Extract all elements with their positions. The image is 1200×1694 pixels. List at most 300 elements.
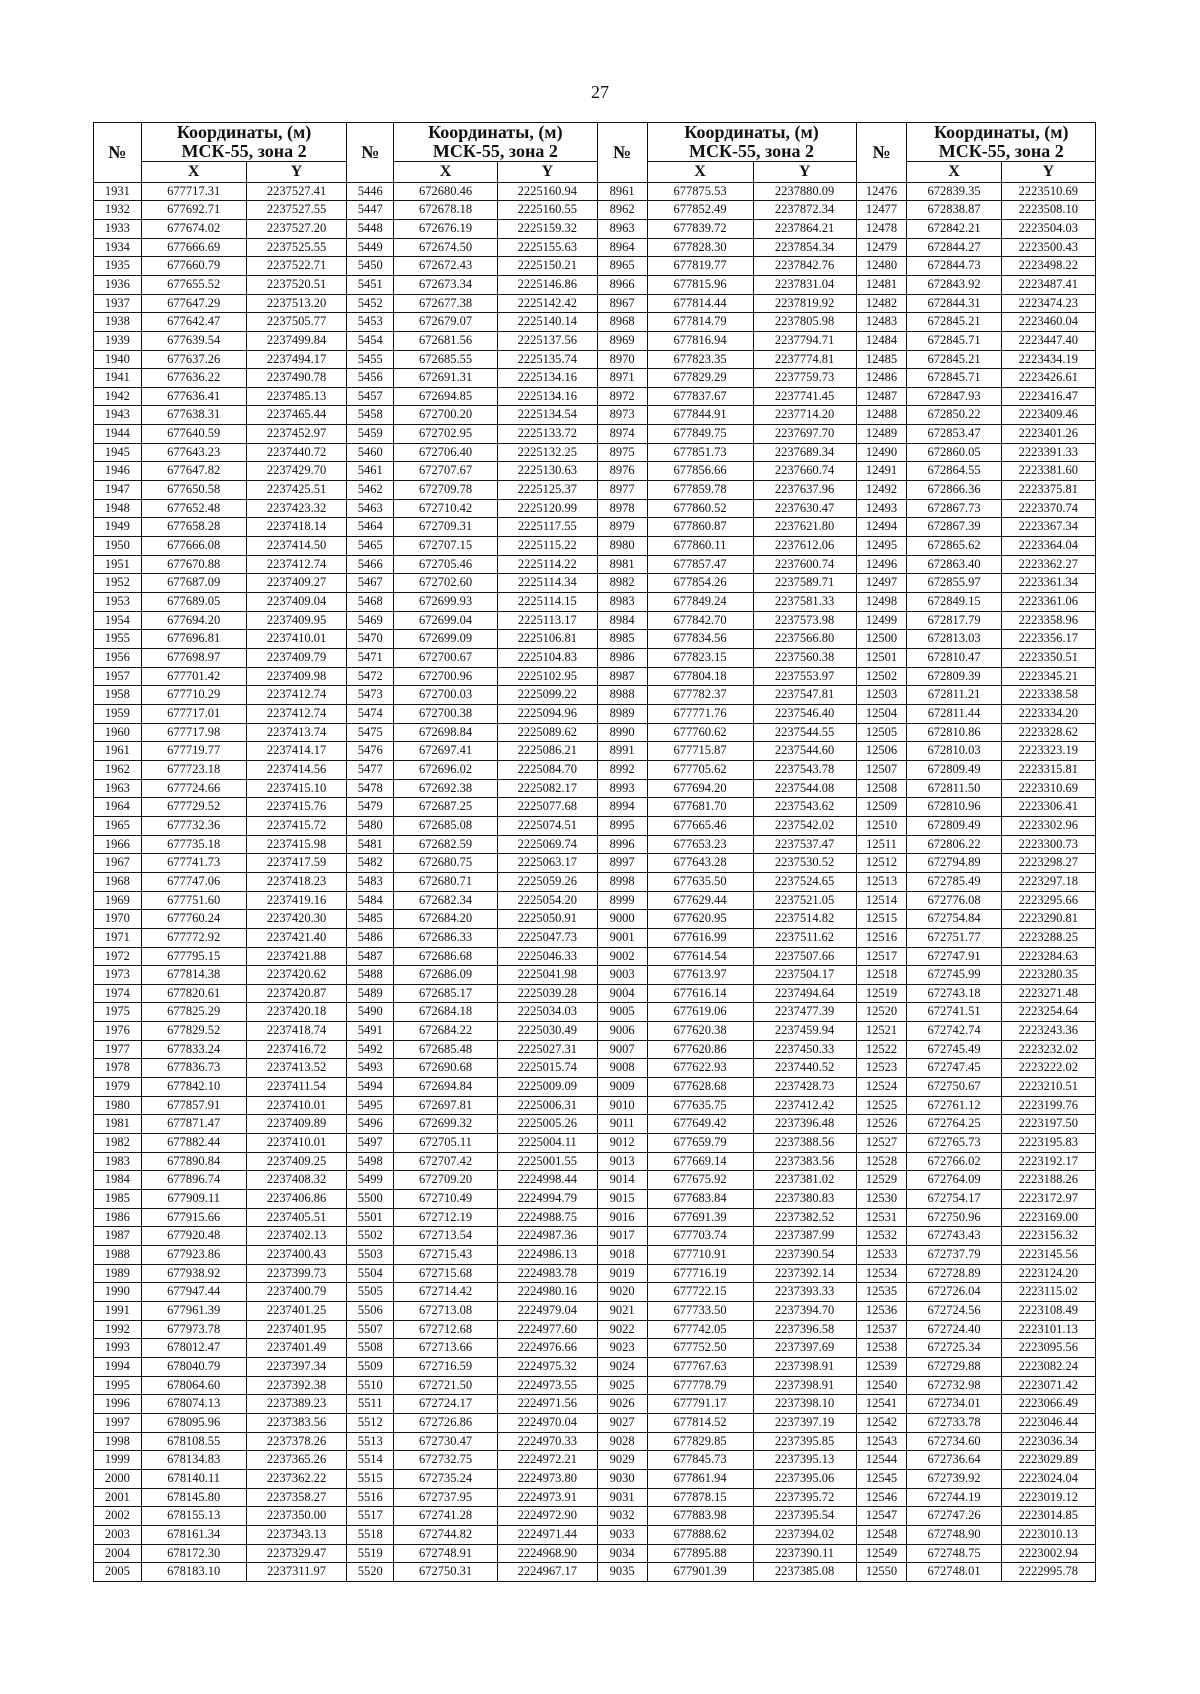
- table-row: [94, 313, 1096, 332]
- y-coordinate-cell: 2225063.17: [498, 854, 598, 873]
- table-row: [94, 406, 1096, 425]
- coords-header: [907, 123, 1096, 162]
- point-number-cell: 9015: [597, 1190, 647, 1209]
- x-coordinate-cell: 672724.17: [394, 1395, 498, 1414]
- y-coordinate-cell: 2237358.27: [246, 1488, 347, 1507]
- x-coordinate-cell: 672849.15: [907, 593, 1001, 612]
- point-number-cell: 5453: [347, 313, 394, 332]
- y-coordinate-cell: 2225106.81: [498, 630, 598, 649]
- x-coordinate-cell: 672707.15: [394, 537, 498, 556]
- y-coordinate-cell: 2237544.55: [753, 723, 856, 742]
- table-row: [94, 1376, 1096, 1395]
- x-coordinate-cell: 677760.24: [141, 910, 246, 929]
- point-number-cell: 9013: [597, 1152, 647, 1171]
- point-number-cell: 1951: [94, 555, 142, 574]
- table-row: [94, 201, 1096, 220]
- x-coordinate-cell: 677741.73: [141, 854, 246, 873]
- x-coordinate-cell: 677694.20: [647, 779, 753, 798]
- x-coordinate-cell: 672705.46: [394, 555, 498, 574]
- x-coordinate-cell: 677719.77: [141, 742, 246, 761]
- point-number-cell: 12513: [856, 872, 907, 891]
- coords-header: [647, 123, 856, 162]
- y-coordinate-cell: 2225130.63: [498, 462, 598, 481]
- x-coordinate-cell: 677829.29: [647, 369, 753, 388]
- x-coordinate-cell: 677689.05: [141, 593, 246, 612]
- point-number-cell: 1971: [94, 928, 142, 947]
- point-number-cell: 1980: [94, 1096, 142, 1115]
- x-coordinate-cell: 672685.55: [394, 350, 498, 369]
- point-number-cell: 12478: [856, 219, 907, 238]
- y-coordinate-cell: 2237499.84: [246, 331, 347, 350]
- point-number-cell: 12538: [856, 1339, 907, 1358]
- y-coordinate-cell: 2223284.63: [1001, 947, 1095, 966]
- y-coordinate-cell: 2237774.81: [753, 350, 856, 369]
- point-number-cell: 2001: [94, 1488, 142, 1507]
- point-number-cell: 8984: [597, 611, 647, 630]
- table-row: [94, 1059, 1096, 1078]
- point-number-cell: 12480: [856, 257, 907, 276]
- y-coordinate-cell: 2223381.60: [1001, 462, 1095, 481]
- y-coordinate-cell: 2223306.41: [1001, 798, 1095, 817]
- x-coordinate-cell: 677896.74: [141, 1171, 246, 1190]
- x-coordinate-cell: 677658.28: [141, 518, 246, 537]
- y-coordinate-cell: 2237397.34: [246, 1357, 347, 1376]
- y-coordinate-cell: 2237465.44: [246, 406, 347, 425]
- x-coordinate-cell: 677860.52: [647, 499, 753, 518]
- point-number-cell: 1998: [94, 1432, 142, 1451]
- point-number-cell: 5459: [347, 425, 394, 444]
- point-number-cell: 1985: [94, 1190, 142, 1209]
- x-coordinate-cell: 677901.39: [647, 1563, 753, 1582]
- point-number-cell: 5472: [347, 667, 394, 686]
- coords-header: [394, 123, 598, 162]
- x-coordinate-cell: 677681.70: [647, 798, 753, 817]
- x-coordinate-cell: 672677.38: [394, 294, 498, 313]
- point-number-cell: 12529: [856, 1171, 907, 1190]
- y-coordinate-cell: 2223510.69: [1001, 182, 1095, 201]
- coordinates-table: [93, 122, 1096, 1582]
- y-coordinate-cell: 2237543.62: [753, 798, 856, 817]
- coords-header-line1: Координаты, (м): [176, 122, 312, 142]
- x-coordinate-cell: 677760.62: [647, 723, 753, 742]
- x-coordinate-cell: 677729.52: [141, 798, 246, 817]
- table-row: [94, 1022, 1096, 1041]
- x-coordinate-cell: 672847.93: [907, 387, 1001, 406]
- x-coordinate-cell: 672844.31: [907, 294, 1001, 313]
- y-coordinate-cell: 2225094.96: [498, 704, 598, 723]
- x-coordinate-cell: 672690.68: [394, 1059, 498, 1078]
- y-coordinate-cell: 2237383.56: [753, 1152, 856, 1171]
- point-number-cell: 5447: [347, 201, 394, 220]
- y-coordinate-cell: 2237405.51: [246, 1208, 347, 1227]
- table-row: [94, 555, 1096, 574]
- point-number-cell: 5477: [347, 760, 394, 779]
- point-number-cell: 5473: [347, 686, 394, 705]
- y-coordinate-cell: 2237573.98: [753, 611, 856, 630]
- table-row: [94, 742, 1096, 761]
- x-coordinate-cell: 672761.12: [907, 1096, 1001, 1115]
- y-coordinate-cell: 2224968.90: [498, 1544, 598, 1563]
- y-coordinate-cell: 2225086.21: [498, 742, 598, 761]
- x-coordinate-cell: 672735.24: [394, 1469, 498, 1488]
- y-coordinate-cell: 2237418.23: [246, 872, 347, 891]
- y-coordinate-cell: 2237524.65: [753, 872, 856, 891]
- y-coordinate-cell: 2223295.66: [1001, 891, 1095, 910]
- y-coordinate-cell: 2223108.49: [1001, 1301, 1095, 1320]
- y-coordinate-cell: 2225089.62: [498, 723, 598, 742]
- x-coordinate-cell: 672702.95: [394, 425, 498, 444]
- point-number-cell: 12533: [856, 1246, 907, 1265]
- table-row: [94, 686, 1096, 705]
- x-coordinate-cell: 677772.92: [141, 928, 246, 947]
- x-coordinate-cell: 677703.74: [647, 1227, 753, 1246]
- y-coordinate-cell: 2237409.98: [246, 667, 347, 686]
- y-coordinate-cell: 2237421.88: [246, 947, 347, 966]
- point-number-cell: 12512: [856, 854, 907, 873]
- y-coordinate-cell: 2237420.18: [246, 1003, 347, 1022]
- point-number-cell: 12491: [856, 462, 907, 481]
- y-coordinate-cell: 2237329.47: [246, 1544, 347, 1563]
- table-row: [94, 1171, 1096, 1190]
- y-coordinate-cell: 2237409.04: [246, 593, 347, 612]
- point-number-cell: 1995: [94, 1376, 142, 1395]
- y-coordinate-cell: 2224972.90: [498, 1507, 598, 1526]
- x-coordinate-cell: 677742.05: [647, 1320, 753, 1339]
- y-coordinate-cell: 2224987.36: [498, 1227, 598, 1246]
- x-coordinate-cell: 677888.62: [647, 1525, 753, 1544]
- y-coordinate-cell: 2225004.11: [498, 1134, 598, 1153]
- y-coordinate-cell: 2223401.26: [1001, 425, 1095, 444]
- y-coordinate-cell: 2237505.77: [246, 313, 347, 332]
- y-coordinate-cell: 2225069.74: [498, 835, 598, 854]
- x-coordinate-cell: 677733.50: [647, 1301, 753, 1320]
- x-coordinate-cell: 677973.78: [141, 1320, 246, 1339]
- point-number-cell: 12485: [856, 350, 907, 369]
- point-number-cell: 12500: [856, 630, 907, 649]
- point-number-cell: 5510: [347, 1376, 394, 1395]
- y-coordinate-cell: 2223375.81: [1001, 481, 1095, 500]
- y-coordinate-cell: 2225140.14: [498, 313, 598, 332]
- x-coordinate-cell: 677717.01: [141, 704, 246, 723]
- y-coordinate-cell: 2237412.74: [246, 686, 347, 705]
- point-number-cell: 5479: [347, 798, 394, 817]
- x-coordinate-cell: 677814.52: [647, 1413, 753, 1432]
- table-row: [94, 443, 1096, 462]
- point-number-cell: 5518: [347, 1525, 394, 1544]
- y-coordinate-cell: 2237380.83: [753, 1190, 856, 1209]
- point-number-cell: 1957: [94, 667, 142, 686]
- point-number-cell: 12545: [856, 1469, 907, 1488]
- x-coordinate-cell: 677723.18: [141, 760, 246, 779]
- x-coordinate-cell: 672733.78: [907, 1413, 1001, 1432]
- point-number-cell: 1983: [94, 1152, 142, 1171]
- y-coordinate-cell: 2237428.73: [753, 1078, 856, 1097]
- x-coordinate-cell: 677649.42: [647, 1115, 753, 1134]
- header-row-titles: [94, 123, 1096, 162]
- y-coordinate-cell: 2225160.55: [498, 201, 598, 220]
- table-row: [94, 1413, 1096, 1432]
- y-coordinate-cell: 2223416.47: [1001, 387, 1095, 406]
- point-number-cell: 12484: [856, 331, 907, 350]
- x-coordinate-cell: 677669.14: [647, 1152, 753, 1171]
- point-number-cell: 8975: [597, 443, 647, 462]
- point-number-cell: 5465: [347, 537, 394, 556]
- x-header: X: [394, 162, 498, 182]
- point-number-cell: 12505: [856, 723, 907, 742]
- table-row: [94, 499, 1096, 518]
- point-number-cell: 5489: [347, 984, 394, 1003]
- x-coordinate-cell: 672679.07: [394, 313, 498, 332]
- point-number-cell: 1994: [94, 1357, 142, 1376]
- y-coordinate-cell: 2237494.17: [246, 350, 347, 369]
- x-coordinate-cell: 677860.11: [647, 537, 753, 556]
- point-number-cell: 12499: [856, 611, 907, 630]
- table-row: [94, 816, 1096, 835]
- point-number-cell: 5475: [347, 723, 394, 742]
- x-coordinate-cell: 672751.77: [907, 928, 1001, 947]
- y-coordinate-cell: 2237385.08: [753, 1563, 856, 1582]
- x-coordinate-cell: 677829.85: [647, 1432, 753, 1451]
- point-number-cell: 1958: [94, 686, 142, 705]
- x-coordinate-cell: 677616.14: [647, 984, 753, 1003]
- y-coordinate-cell: 2225054.20: [498, 891, 598, 910]
- x-coordinate-cell: 677614.54: [647, 947, 753, 966]
- point-number-cell: 12494: [856, 518, 907, 537]
- x-coordinate-cell: 677842.10: [141, 1078, 246, 1097]
- x-coordinate-cell: 678161.34: [141, 1525, 246, 1544]
- y-coordinate-cell: 2237418.14: [246, 518, 347, 537]
- point-number-cell: 9011: [597, 1115, 647, 1134]
- point-number-cell: 9035: [597, 1563, 647, 1582]
- y-coordinate-cell: 2237412.42: [753, 1096, 856, 1115]
- point-number-cell: 5478: [347, 779, 394, 798]
- point-number-cell: 8985: [597, 630, 647, 649]
- point-number-cell: 1973: [94, 966, 142, 985]
- point-number-cell: 1968: [94, 872, 142, 891]
- x-coordinate-cell: 672806.22: [907, 835, 1001, 854]
- y-coordinate-cell: 2223271.48: [1001, 984, 1095, 1003]
- point-number-cell: 1938: [94, 313, 142, 332]
- table-row: [94, 593, 1096, 612]
- point-number-cell: 8964: [597, 238, 647, 257]
- x-coordinate-cell: 677833.24: [141, 1040, 246, 1059]
- x-coordinate-cell: 672713.54: [394, 1227, 498, 1246]
- y-coordinate-cell: 2237311.97: [246, 1563, 347, 1582]
- point-number-cell: 1948: [94, 499, 142, 518]
- x-coordinate-cell: 677842.70: [647, 611, 753, 630]
- y-coordinate-cell: 2223115.02: [1001, 1283, 1095, 1302]
- point-number-cell: 12502: [856, 667, 907, 686]
- table-row: [94, 1152, 1096, 1171]
- x-header: X: [647, 162, 753, 182]
- table-row: [94, 1451, 1096, 1470]
- y-coordinate-cell: 2237389.23: [246, 1395, 347, 1414]
- y-coordinate-cell: 2223124.20: [1001, 1264, 1095, 1283]
- x-coordinate-cell: 677747.06: [141, 872, 246, 891]
- table-row: [94, 1246, 1096, 1265]
- y-coordinate-cell: 2223367.34: [1001, 518, 1095, 537]
- x-coordinate-cell: 672721.50: [394, 1376, 498, 1395]
- y-coordinate-cell: 2223500.43: [1001, 238, 1095, 257]
- y-coordinate-cell: 2224979.04: [498, 1301, 598, 1320]
- table-row: [94, 630, 1096, 649]
- point-number-cell: 12477: [856, 201, 907, 220]
- y-coordinate-cell: 2237392.38: [246, 1376, 347, 1395]
- y-coordinate-cell: 2237400.43: [246, 1246, 347, 1265]
- point-number-cell: 8979: [597, 518, 647, 537]
- x-coordinate-cell: 677856.66: [647, 462, 753, 481]
- y-coordinate-cell: 2223095.56: [1001, 1339, 1095, 1358]
- point-number-cell: 12548: [856, 1525, 907, 1544]
- y-coordinate-cell: 2225104.83: [498, 649, 598, 668]
- y-coordinate-cell: 2237423.32: [246, 499, 347, 518]
- table-row: [94, 1208, 1096, 1227]
- y-coordinate-cell: 2223361.06: [1001, 593, 1095, 612]
- x-coordinate-cell: 677778.79: [647, 1376, 753, 1395]
- table-row: [94, 1283, 1096, 1302]
- point-number-cell: 9025: [597, 1376, 647, 1395]
- point-number-cell: 12493: [856, 499, 907, 518]
- point-number-cell: 5456: [347, 369, 394, 388]
- point-number-cell: 5446: [347, 182, 394, 201]
- point-number-cell: 9030: [597, 1469, 647, 1488]
- y-coordinate-cell: 2223460.04: [1001, 313, 1095, 332]
- table-row: [94, 872, 1096, 891]
- point-number-cell: 12492: [856, 481, 907, 500]
- y-coordinate-cell: 2237412.74: [246, 555, 347, 574]
- table-row: [94, 1227, 1096, 1246]
- x-coordinate-cell: 672681.56: [394, 331, 498, 350]
- y-coordinate-cell: 2223029.89: [1001, 1451, 1095, 1470]
- point-number-cell: 1952: [94, 574, 142, 593]
- x-coordinate-cell: 677691.39: [647, 1208, 753, 1227]
- x-coordinate-cell: 677622.93: [647, 1059, 753, 1078]
- y-coordinate-cell: 2237365.26: [246, 1451, 347, 1470]
- x-coordinate-cell: 672715.68: [394, 1264, 498, 1283]
- x-coordinate-cell: 672730.47: [394, 1432, 498, 1451]
- point-number-cell: 5490: [347, 1003, 394, 1022]
- y-coordinate-cell: 2225137.56: [498, 331, 598, 350]
- x-coordinate-cell: 677852.49: [647, 201, 753, 220]
- point-number-cell: 5509: [347, 1357, 394, 1376]
- x-coordinate-cell: 672741.51: [907, 1003, 1001, 1022]
- point-number-cell: 1997: [94, 1413, 142, 1432]
- x-coordinate-cell: 672684.18: [394, 1003, 498, 1022]
- x-coordinate-cell: 677823.35: [647, 350, 753, 369]
- x-coordinate-cell: 672725.34: [907, 1339, 1001, 1358]
- y-coordinate-cell: 2225159.32: [498, 219, 598, 238]
- x-coordinate-cell: 672674.50: [394, 238, 498, 257]
- table-row: [94, 1096, 1096, 1115]
- x-coordinate-cell: 672713.08: [394, 1301, 498, 1320]
- x-coordinate-cell: 678134.83: [141, 1451, 246, 1470]
- x-coordinate-cell: 677665.46: [647, 816, 753, 835]
- x-coordinate-cell: 677851.73: [647, 443, 753, 462]
- y-coordinate-cell: 2225150.21: [498, 257, 598, 276]
- x-coordinate-cell: 677640.59: [141, 425, 246, 444]
- x-coordinate-cell: 677647.29: [141, 294, 246, 313]
- point-number-cell: 12501: [856, 649, 907, 668]
- coords-header-line1: Координаты, (м): [428, 122, 563, 142]
- x-coordinate-cell: 677814.38: [141, 966, 246, 985]
- point-number-cell: 1972: [94, 947, 142, 966]
- x-coordinate-cell: 672813.03: [907, 630, 1001, 649]
- y-coordinate-cell: 2237637.96: [753, 481, 856, 500]
- x-coordinate-cell: 672855.97: [907, 574, 1001, 593]
- y-coordinate-cell: 2224983.78: [498, 1264, 598, 1283]
- y-coordinate-cell: 2237514.82: [753, 910, 856, 929]
- point-number-cell: 1961: [94, 742, 142, 761]
- x-coordinate-cell: 672685.17: [394, 984, 498, 1003]
- point-number-cell: 1993: [94, 1339, 142, 1358]
- table-row: [94, 1488, 1096, 1507]
- point-number-cell: 1977: [94, 1040, 142, 1059]
- x-coordinate-cell: 677923.86: [141, 1246, 246, 1265]
- y-coordinate-cell: 2237504.17: [753, 966, 856, 985]
- coords-header-line1: Координаты, (м): [934, 122, 1069, 142]
- y-coordinate-cell: 2224998.44: [498, 1171, 598, 1190]
- table-row: [94, 1301, 1096, 1320]
- x-coordinate-cell: 678140.11: [141, 1469, 246, 1488]
- y-coordinate-cell: 2237805.98: [753, 313, 856, 332]
- point-number-cell: 12534: [856, 1264, 907, 1283]
- point-number-cell: 5492: [347, 1040, 394, 1059]
- point-number-cell: 8977: [597, 481, 647, 500]
- point-number-cell: 1944: [94, 425, 142, 444]
- point-number-cell: 9012: [597, 1134, 647, 1153]
- y-coordinate-cell: 2237714.20: [753, 406, 856, 425]
- y-coordinate-cell: 2237398.91: [753, 1376, 856, 1395]
- y-coordinate-cell: 2237452.97: [246, 425, 347, 444]
- x-coordinate-cell: 672687.25: [394, 798, 498, 817]
- x-coordinate-cell: 672697.81: [394, 1096, 498, 1115]
- y-coordinate-cell: 2223254.64: [1001, 1003, 1095, 1022]
- x-coordinate-cell: 672748.91: [394, 1544, 498, 1563]
- point-number-cell: 1941: [94, 369, 142, 388]
- y-coordinate-cell: 2223338.58: [1001, 686, 1095, 705]
- point-number-cell: 8976: [597, 462, 647, 481]
- y-coordinate-cell: 2237537.47: [753, 835, 856, 854]
- point-number-cell: 5496: [347, 1115, 394, 1134]
- x-coordinate-cell: 672699.09: [394, 630, 498, 649]
- y-coordinate-cell: 2237406.86: [246, 1190, 347, 1209]
- y-coordinate-cell: 2237409.95: [246, 611, 347, 630]
- table-row: [94, 574, 1096, 593]
- y-coordinate-cell: 2224988.75: [498, 1208, 598, 1227]
- y-coordinate-cell: 2225134.54: [498, 406, 598, 425]
- point-number-cell: 8987: [597, 667, 647, 686]
- x-coordinate-cell: 677825.29: [141, 1003, 246, 1022]
- x-coordinate-cell: 672776.08: [907, 891, 1001, 910]
- y-coordinate-cell: 2223297.18: [1001, 872, 1095, 891]
- y-coordinate-cell: 2223328.62: [1001, 723, 1095, 742]
- x-coordinate-cell: 672864.55: [907, 462, 1001, 481]
- point-number-cell: 5462: [347, 481, 394, 500]
- y-coordinate-cell: 2224977.60: [498, 1320, 598, 1339]
- x-coordinate-cell: 672705.11: [394, 1134, 498, 1153]
- point-number-cell: 1934: [94, 238, 142, 257]
- x-coordinate-cell: 672700.20: [394, 406, 498, 425]
- x-coordinate-cell: 677635.50: [647, 872, 753, 891]
- table-row: [94, 1507, 1096, 1526]
- x-coordinate-cell: 672748.75: [907, 1544, 1001, 1563]
- y-coordinate-cell: 2223071.42: [1001, 1376, 1095, 1395]
- point-number-cell: 8968: [597, 313, 647, 332]
- y-coordinate-cell: 2237417.59: [246, 854, 347, 873]
- point-number-cell: 12541: [856, 1395, 907, 1414]
- point-number-cell: 8996: [597, 835, 647, 854]
- x-coordinate-cell: 677696.81: [141, 630, 246, 649]
